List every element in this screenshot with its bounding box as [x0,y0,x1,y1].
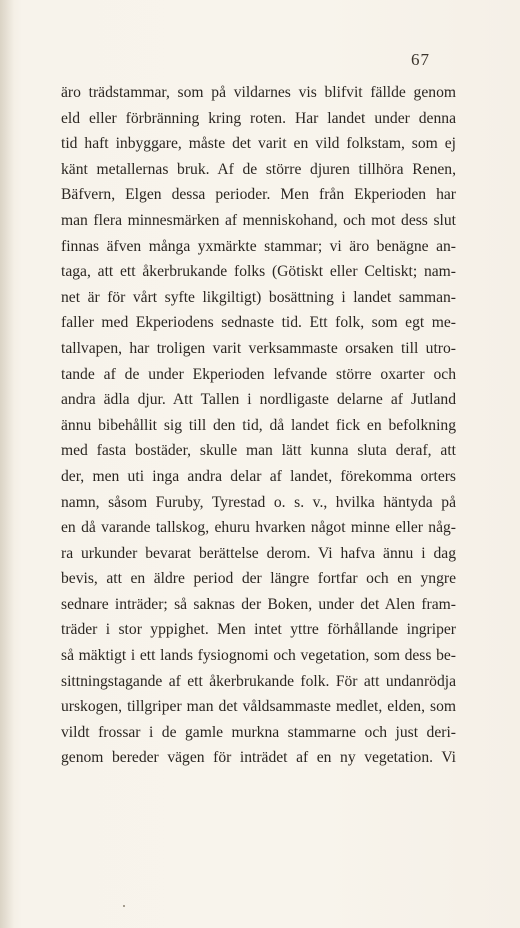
text-line: så mäktigt i ett lands fysiognomi och vegetation, som dess be- [61,647,456,665]
text-line: träder i stor yppighet. Men intet yttre förhållande ingriper [61,621,456,639]
text-line: eld eller förbränning kring roten. Har landet under denna [61,109,456,127]
text-line: tallvapen, har troligen varit verksammaste orsaken till utro- [61,339,456,357]
page-edge-shadow [0,0,14,928]
text-line: urskogen, tillgriper man det våldsammaste medlet, elden, som [61,698,456,716]
text-line: net är för vårt syfte likgiltigt) bosättning i landet samman- [61,288,456,306]
text-line: tid haft inbyggare, måste det varit en vild folkstam, som ej [61,135,456,153]
text-line: äro trädstammar, som på vildarnes vis blifvit fällde genom [61,84,456,101]
text-line: med fasta bostäder, skulle man lätt kunna sluta deraf, att [61,442,456,460]
text-line: finnas äfven många yxmärkte stammar; vi äro benägne an- [61,237,456,255]
text-line: Bäfvern, Elgen dessa perioder. Men från Ekperioden har [61,186,456,204]
text-line: vildt frossar i de gamle murkna stammarne och just deri- [61,723,456,741]
body-text [61,80,456,771]
text-line: bevis, att en äldre period der längre fortfar och en yngre [61,570,456,588]
text-line: taga, att ett åkerbrukande folks (Götiskt eller Celtiskt; nam- [61,263,456,281]
page-number: 67 [411,50,430,69]
text-line: namn, såsom Furuby, Tyrestad o. s. v., hvilka häntyda på [61,493,456,511]
text-line: genom bereder vägen för inträdet af en ny vegetation. Vi [61,749,456,767]
text-line: man flera minnesmärken af menniskohand, och mot dess slut [61,211,456,229]
text-line: faller med Ekperiodens sednaste tid. Ett folk, som egt me- [61,314,456,332]
text-line: der, men uti inga andra delar af landet, förekomma orters [61,467,456,485]
text-line: andra ädla djur. Att Tallen i nordligaste delarne af Jutland [61,391,456,409]
text-line: ännu bibehållit sig till den tid, då landet fick en befolkning [61,416,456,434]
text-line: ra urkunder bevarat berättelse derom. Vi hafva ännu i dag [61,544,456,562]
text-line: sittningstagande af ett åkerbrukande folk. För att undanrödja [61,672,456,690]
paper-speck [123,905,125,907]
text-line: sednare inträder; så saknas der Boken, under det Alen fram- [61,595,456,613]
text-line: tande af de under Ekperioden lefvande större oxarter och [61,365,456,383]
text-line: känt metallernas bruk. Af de större djuren tillhöra Renen, [61,160,456,178]
text-line: en då varande tallskog, ehuru hvarken något minne eller någ- [61,519,456,537]
